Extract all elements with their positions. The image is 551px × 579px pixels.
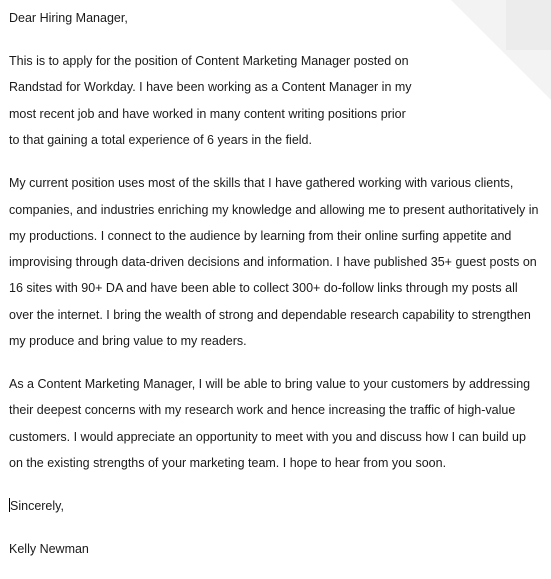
paragraph-2-line-1: My current position uses most of the skills that I have gathered working with various clients, — [9, 176, 514, 190]
paragraph-2-line-6: over the internet. I bring the wealth of strong and dependable research capability to strengthen — [9, 308, 531, 322]
paragraph-1-line-2: Randstad for Workday. I have been working as a Content Manager in my — [9, 80, 412, 94]
paragraph-2-line-2: companies, and industries enriching my knowledge and allowing me to present authoritatively in — [9, 203, 539, 217]
paragraph-1-line-3: most recent job and have worked in many content writing positions prior — [9, 107, 406, 121]
paragraph-2-line-3: my productions. I connect to the audience by learning from their online surfing appetite and — [9, 229, 512, 243]
paragraph-2-line-4: improvising through data-driven decisions and information. I have published 35+ guest posts on — [9, 255, 537, 269]
paragraph-1-line-4: to that gaining a total experience of 6 years in the field. — [9, 133, 312, 147]
paragraph-3-line-3: customers. I would appreciate an opportunity to meet with you and discuss how I can build up — [9, 430, 526, 444]
paragraph-2-line-7: my produce and bring value to my readers. — [9, 334, 247, 348]
greeting: Dear Hiring Manager, — [9, 11, 128, 25]
paragraph-3-line-1: As a Content Marketing Manager, I will be able to bring value to your customers by addressing — [9, 377, 531, 391]
paragraph-1-line-1: This is to apply for the position of Content Marketing Manager posted on — [9, 54, 409, 68]
signature: Kelly Newman — [9, 542, 89, 556]
paragraph-3-line-2: their deepest concerns with my research work and hence increasing the traffic of high-value — [9, 403, 516, 417]
paragraph-2-line-5: 16 sites with 90+ DA and have been able to collect 300+ do-follow links through my posts all — [9, 281, 518, 295]
closing-line — [9, 498, 64, 514]
closing: Sincerely, — [10, 499, 64, 513]
corner-decoration — [451, 0, 551, 100]
paragraph-3-line-4: on the existing strengths of your marketing team. I hope to hear from you soon. — [9, 456, 447, 470]
